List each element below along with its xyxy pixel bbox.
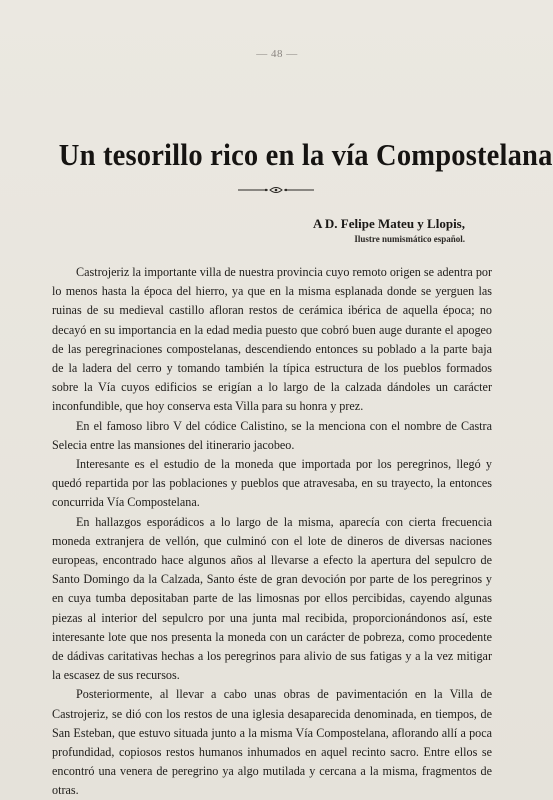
paragraph-3: Interesante es el estudio de la moneda que importada por los peregrinos, llegó y quedó repartida por las poblaciones y pueblos que atravesaba, en su trayecto, la entonces concurrida Vía Compostelana.	[52, 457, 492, 510]
dedication-subtitle: Ilustre numismático español.	[354, 234, 465, 244]
ornament-divider-icon	[236, 185, 316, 195]
paragraph-4: En hallazgos esporádicos a lo largo de la misma, aparecía con cierta frecuencia moneda extranjera de vellón, que culminó con el lote de dineros de diversas naciones europeas, encontrado hace algunos años al llevarse a efecto la apertura del sepulcro de Santo Domingo da la Calzada, Santo éste de gran devoción por parte de los peregrinos y en cuya tumba depositaban parte de las limosnas por ellos percibidas, cayendo algunas piezas al interior del sepulcro por una junta mal recibida, proporcionándonos así, este interesante lote que nos presenta la moneda con un carácter de pobreza, como procedente de dádivas caritativas hechas a los peregrinos para alivio de sus fatigas y a la vez mitigar la escasez de sus recursos.	[52, 514, 492, 683]
page-title: Un tesorillo rico en la vía Compostelana	[58, 137, 553, 172]
paragraph-1: Castrojeriz la importante villa de nuestra provincia cuyo remoto origen se adentra por lo menos hasta la época del hierro, ya que en la misma esplanada donde se yerguen las ruinas de su medieval castillo afloran restos de cerámica ibérica de aquella época; no decayó en su importancia en la edad media puesto que cobró buen auge durante el apogeo de las peregrinaciones compostelanas, descendiendo entonces su poblado a la parte baja de la ladera del cerro y tomando también la típica estructura de los pueblos formados sobre la Vía cuyos edificios se erigían a lo largo de la calzada dándoles un carácter inconfundible, que hoy conserva esta Villa para su honra y prez.	[52, 265, 493, 414]
article-body	[52, 263, 492, 800]
dedication-line: A D. Felipe Mateu y Llopis,	[312, 216, 465, 231]
paragraph-2: En el famoso libro V del códice Calistino, se la menciona con el nombre de Castra Selecia entre las mansiones del itinerario jacobeo.	[52, 418, 492, 452]
paragraph-5: Posteriormente, al llevar a cabo unas obras de pavimentación en la Villa de Castrojeriz, se dió con los restos de una iglesia desaparecida denominada, en tiempos, de San Esteban, que estuvo situada junto a la misma Vía Compostelana, aflorando allí a poca profundidad, copiosos restos humanos inhumados en aquel recinto sacro. Entre ellos se encontró una venera de peregrino ya algo mutilada y cercana a la misma, fragmentos de otras.	[52, 687, 492, 798]
page-number: — 48 —	[256, 48, 298, 60]
